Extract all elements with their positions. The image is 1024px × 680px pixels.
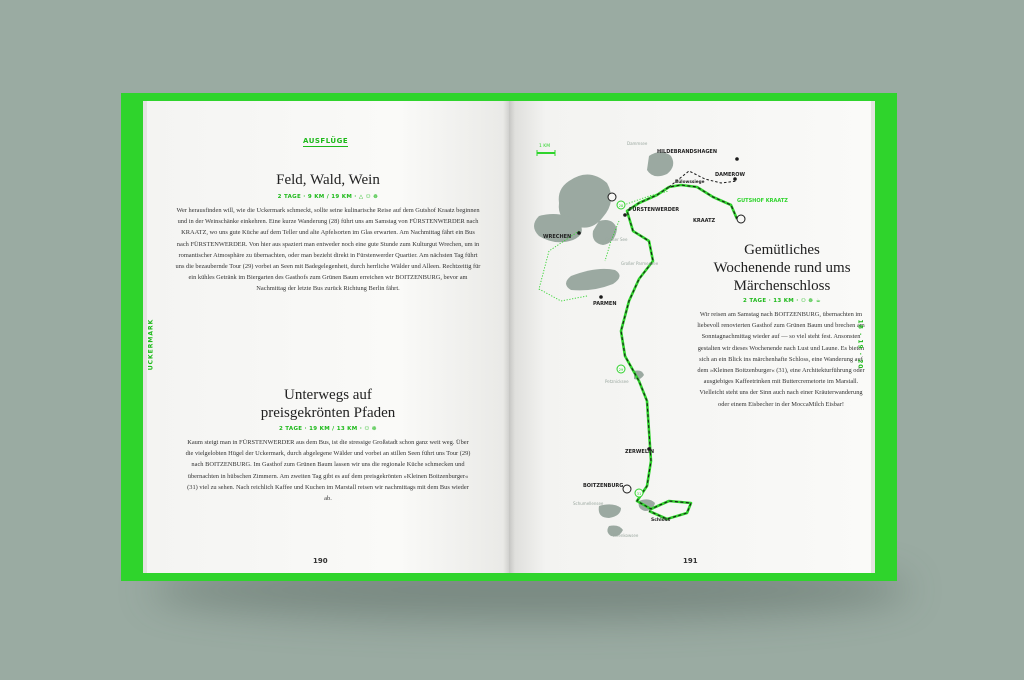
left-page [143,101,509,573]
label-damerow: DAMEROW [715,172,746,178]
label-fuerstenwerder: FÜRSTENWERDER [629,207,680,213]
section2-meta [183,426,473,432]
bus-stop-kraatz [737,215,745,223]
lake-schumellensee [599,504,621,518]
page-edge-left [143,101,147,573]
label-grosser-parmensee: Großer Parmensee [621,261,659,266]
walk-icon: ⚇ ☸ ☕ [800,298,821,304]
label-parmen: PARMEN [593,301,617,307]
side-label-tour-numbers: 18 · 19 · 20 [856,319,864,370]
route-marker-31 [635,489,643,497]
section3-title-line2: Wochenende rund ums [713,260,851,276]
label-buelowssiege: Bülowssiege [675,179,705,184]
section3-title [697,241,867,295]
section1-meta-text: 2 TAGE · 9 KM / 19 KM · [277,194,357,200]
label-schumellensee: Schumellensee [573,501,604,506]
bus-stop-boitzenburg [623,485,631,493]
label-petznicksee: Petznicksee [605,379,629,384]
route-marker-28-label: 28 [618,204,624,208]
section2-meta-text: 2 TAGE · 19 KM / 13 KM · [278,426,363,432]
page-edge-right [871,101,875,573]
section3-title-line3: Märchenschloss [733,278,831,294]
book-spine [503,101,515,573]
right-page [509,101,875,573]
section3-paragraph: Wir reisen am Samstag nach BOITZENBURG, übernachten im liebevoll renovierten Gasthof zum Grünen Baum und brechen am Sonntagnachmittag wieder auf — so viel steht fest. Ansonsten gestalten wir dieses Wochenende nach Lust und Laune. Es bieten sich an ein Blick ins märchenhafte Schloss, eine Wanderung auf dem »Kleinen Boitzenburger« (31), eine Architekturführung oder ausgiebiges Kaffeetrinken mit Buttercremetorte im Marstall. Vielleicht steht uns der Sinn auch nach einer Kräuterwanderung oder einem Eisbecher in der MoccaMilch Eisbar! [697,311,865,408]
section3-title-line1: Gemütliches [744,242,820,258]
open-book [121,93,897,581]
section1-paragraph: Wer herausfinden will, wie die Uckermark schmeckt, sollte seine kulinarische Reise auf dem Gutshof Kraatz beginnen und in der Weinschänke einkehren. Eine kurze Wanderung (28) führt uns am Samstag von FÜRSTENWERDER nach KRAATZ, wo uns gute Küche auf dem Teller und alte Apfelsorten im Glas erwarten. Am Nachmittag fährt ein Bus nach FÜRSTENWERDER. Von hier aus spaziert man entweder noch eine gute Stunde zum Kulturgut Wrechen, um in romantischer Atmosphäre zu übernachten, oder man bezieht direkt in Fürstenwerder Quartier. Am nächsten Tag führt uns die bezaubernde Tour (29) vorbei an Seen mit Badegelegenheit, durch herrliche Wälder und Alleen. Rechtzeitig für ein kühles Getränk im Biergarten des Gasthofs zum Grünen Baum erreichen wir BOITZENBURG, bevor am Nachmittag der letzte Bus zurück Richtung Berlin fährt. [175,207,481,293]
route-marker-29 [617,365,625,373]
label-zerwelin: ZERWELIN [625,449,655,455]
label-dammsee: Dammsee [627,141,648,146]
section3-meta-text: 2 TAGE · 13 KM · [743,298,799,304]
scale-label: 1 KM [539,144,551,149]
lake-grosser-parmensee [566,269,620,291]
label-grosser-see: Großer See [605,237,628,242]
section2-title-line2: preisgekrönten Pfaden [260,405,396,421]
label-boitzenburg: BOITZENBURG [583,483,624,489]
section3-meta [697,298,867,304]
bike-icon: ⚇ ☸ [364,426,378,432]
page-number-right: 191 [683,557,698,565]
side-label-uckermark: UCKERMARK [147,318,155,371]
label-wrechen: WRECHEN [543,234,572,240]
page-number-left: 190 [313,557,328,565]
section1-title: Feld, Wald, Wein [276,172,380,188]
scale-bar [537,143,555,156]
section2-title [183,386,473,422]
bus-stop-fuerstenwerder [608,193,616,201]
hike-icon: △ ⚇ ☸ [358,194,379,200]
section1-meta [183,194,473,200]
route-marker-29-label: 29 [618,368,624,372]
label-schloss: Schloss [651,518,671,523]
label-hildebrandshagen: HILDEBRANDSHAGEN [657,149,718,155]
lake-dammsee [647,152,673,176]
route-marker-31-label: 31 [636,492,642,496]
section-header: AUSFLÜGE [303,137,349,145]
label-kraatz: KRAATZ [693,218,716,224]
label-gutshof-kraatz: GUTSHOF KRAATZ [737,198,788,204]
section2-title-line1: Unterwegs auf [284,387,372,403]
section2-paragraph: Kaum steigt man in FÜRSTENWERDER aus dem Bus, ist die stressige Großstadt schon ganz weit weg. Über die vielgelobten Hügel der Uckermark, durch abgelegene Wälder und vorbei an stillen Seen führt uns Tour (29) nach BOITZENBURG. Im Gasthof zum Grünen Baum lassen wir uns die regionale Küche schmecken und übernachten in hübschen Zimmern. Am zweiten Tag gibt es auf dem preisgekrönten »Kleinen Boitzenburger« (31) viel zu sehen. Nach reichlich Kaffee und Kuchen im Marstall reisen wir nachmittags mit dem Bus wieder ab. [185,439,471,503]
label-krienkowsee: Krienkowsee [613,533,639,538]
route-marker-28 [617,201,625,209]
